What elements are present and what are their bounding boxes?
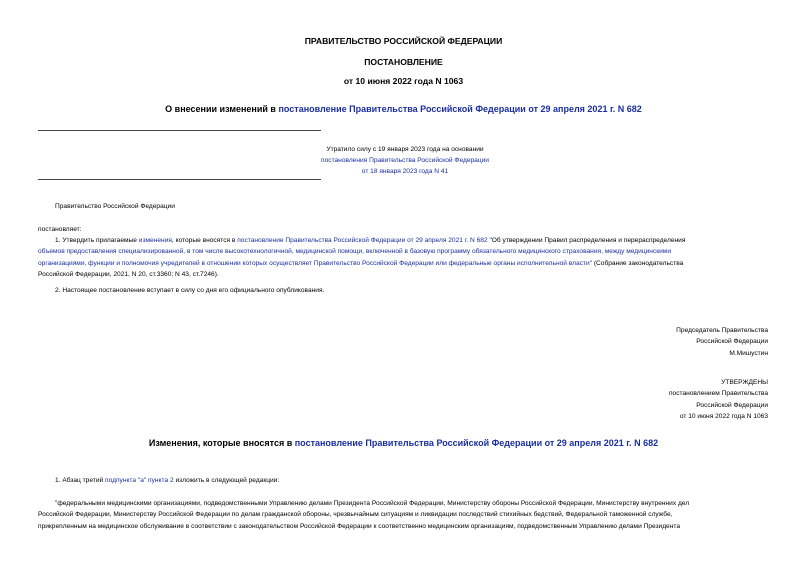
item1-text-b: изложить в следующей редакции: (173, 477, 280, 484)
repeal-decree-link-line2[interactable]: от 18 января 2023 года N 41 (361, 168, 449, 175)
approval-line-2: постановлением Правительства (668, 390, 768, 398)
changes-link[interactable]: изменения (138, 237, 172, 244)
p1-line-4: Российской Федерации, 2021, N 20, ст.3360; N 43, ст.7246). (38, 271, 219, 279)
amended-decree-link[interactable]: постановление Правительства Российской Федерации от 29 апреля 2021 г. N 682 (278, 104, 642, 114)
document-title-prefix: О внесении изменений в (165, 104, 279, 114)
p1-text-c: "Об утверждении Правил распределения и перераспределения (487, 237, 686, 244)
changes-title-prefix: Изменения, которые вносятся в (148, 438, 295, 448)
changes-decree-link[interactable]: постановление Правительства Российской Федерации от 29 апреля 2021 г. N 682 (294, 438, 659, 448)
approval-block (669, 377, 768, 423)
document-date-number: от 10 июня 2022 года N 1063 (343, 76, 464, 86)
government-heading: ПРАВИТЕЛЬСТВО РОССИЙСКОЙ ФЕДЕРАЦИИ (304, 36, 503, 46)
subparagraph-a-link[interactable]: подпункта "а" пункта 2 (105, 477, 174, 484)
p1-text-a: 1. Утвердить прилагаемые (55, 237, 139, 244)
decree-682-link[interactable]: постановление Правительства Российской Федерации от 29 апреля 2021 г. N 682 (237, 237, 488, 244)
changes-title (0, 438, 807, 448)
approval-line-4: от 10 июня 2022 года N 1063 (679, 413, 768, 421)
p1-text-b: , которые вносятся в (171, 237, 238, 244)
p1-line-3-linked: организациями, функции и полномочия учредителей в отношении которых осуществляет Правительство Российской Федерации или федеральные органы исполнительной власти" (38, 259, 592, 267)
signature-block (676, 325, 768, 359)
p1-line-3-tail: (Собрание законодательства (591, 259, 684, 267)
quote-line-2: Российской Федерации, Министерству Российской Федерации по делам гражданской обороны, чрезвычайным ситуациям и ликвидации последствий стихийных бедствий, Федеральной таможенной службе, (38, 511, 673, 519)
p1-line-2: объемов предоставления специализированной, в том числе высокотехнологичной, медицинской помощи, включенной в базовую программу обязательного медицинского страхования, между медицинскими (38, 248, 672, 256)
signature-position-1: Председатель Правительства (676, 327, 768, 334)
item1-text-a: 1. Абзац третий (55, 477, 106, 484)
signature-position-2: Российской Федерации (696, 338, 768, 346)
paragraph-2: 2. Настоящее постановление вступает в силу со дня его официального опубликования. (55, 287, 325, 294)
quote-line-1: "федеральными медицинскими организациями, подведомственными Управлению делами Президента Российской Федерации, Министерству обороны Российской Федерации, Министерству внутренних дел (55, 500, 690, 507)
approval-line-1: УТВЕРЖДЕНЫ (721, 379, 768, 386)
status-note-text: Утратило силу с 19 января 2023 года на основании (326, 146, 484, 153)
status-top-divider (38, 130, 321, 131)
resolves-text: постановляет: (38, 226, 82, 233)
issuer-text: Правительство Российской Федерации (55, 203, 175, 210)
approval-line-3: Российской Федерации (696, 401, 768, 409)
document-type-heading: ПОСТАНОВЛЕНИЕ (364, 57, 443, 67)
signature-name: М.Мишустин (729, 349, 768, 357)
status-note (150, 144, 660, 177)
document-title (0, 104, 807, 114)
paragraph-1 (38, 235, 768, 281)
changes-item-1 (55, 475, 279, 486)
quote-line-3: прикрепленным на медицинское обслуживание в соответствии с законодательством Российской Федерации к соответственно медицинским организациям, подведомственным Управлению делами Президента (38, 522, 680, 530)
quoted-text (38, 498, 768, 532)
repeal-decree-link-line1[interactable]: постановления Правительства Российской Федерации (321, 157, 489, 164)
status-bottom-divider (38, 179, 321, 180)
